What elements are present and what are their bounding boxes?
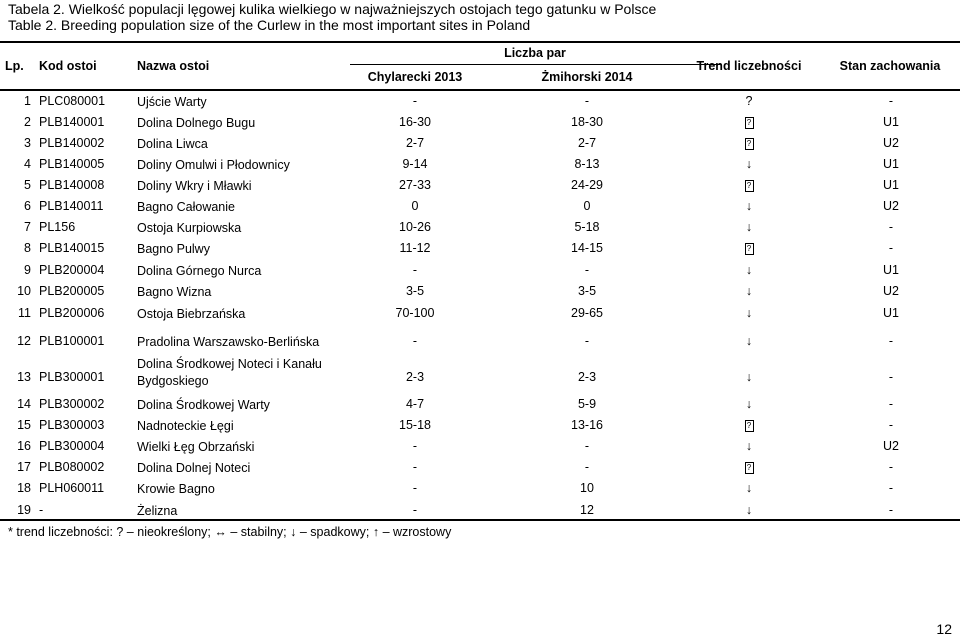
row-stan-zachowania: U2 — [883, 284, 899, 298]
row-zmihorski: 3-5 — [577, 284, 597, 298]
up-arrow-icon: ↑ — [372, 525, 380, 539]
row-stan-zachowania: - — [888, 241, 894, 255]
row-chylarecki: 4-7 — [405, 397, 425, 411]
row-lp: 4 — [24, 157, 31, 171]
trend-missing-glyph-icon: ? — [734, 460, 764, 474]
row-kod-ostoi: PL156 — [39, 220, 76, 234]
trend-down-arrow-icon: ↓ — [745, 306, 753, 320]
row-kod-ostoi: PLB300001 — [39, 370, 105, 384]
row-kod-ostoi: PLB300002 — [39, 397, 105, 411]
trend-down-arrow-icon: ↓ — [745, 284, 753, 298]
row-stan-zachowania: - — [888, 370, 894, 384]
row-chylarecki: - — [412, 460, 418, 474]
row-nazwa-ostoi: Bagno Pulwy — [137, 242, 210, 256]
trend-missing-glyph-icon: ? — [734, 115, 764, 129]
row-lp: 11 — [18, 306, 31, 320]
row-stan-zachowania: - — [888, 503, 894, 517]
row-kod-ostoi: PLB300003 — [39, 418, 105, 432]
row-chylarecki: - — [412, 94, 418, 108]
row-kod-ostoi: PLB140001 — [39, 115, 105, 129]
row-stan-zachowania: - — [888, 481, 894, 495]
row-kod-ostoi: PLB140015 — [39, 241, 105, 255]
table-top-rule — [0, 41, 960, 43]
trend-missing-glyph-icon: ? — [734, 136, 764, 150]
header-stan-zachowania: Stan zachowania — [839, 59, 941, 73]
row-chylarecki: 2-3 — [405, 370, 425, 384]
row-nazwa-ostoi: Żelizna — [137, 504, 178, 518]
row-chylarecki: - — [412, 481, 418, 495]
row-zmihorski: 0 — [583, 199, 591, 213]
row-zmihorski: - — [584, 334, 590, 348]
row-chylarecki: 11-12 — [399, 241, 431, 255]
row-lp: 12 — [17, 334, 31, 348]
row-nazwa-ostoi: Ostoja Kurpiowska — [137, 221, 242, 235]
row-lp: 16 — [17, 439, 31, 453]
row-lp: 14 — [17, 397, 31, 411]
row-kod-ostoi: PLB140002 — [39, 136, 105, 150]
table-caption-english: Table 2. Breeding population size of the Curlew in the most important sites in Poland — [8, 17, 531, 33]
row-zmihorski: - — [584, 439, 590, 453]
row-zmihorski: 10 — [580, 481, 594, 495]
row-chylarecki: 10-26 — [399, 220, 431, 234]
row-nazwa-ostoi: Dolina Liwca — [137, 137, 208, 151]
row-stan-zachowania: - — [888, 220, 894, 234]
trend-down-arrow-icon: ↓ — [745, 220, 753, 234]
table-header-rule — [0, 89, 960, 91]
header-kod-ostoi: Kod ostoi — [39, 59, 97, 73]
row-kod-ostoi: PLB140008 — [39, 178, 105, 192]
page-number: 12 — [936, 621, 952, 637]
trend-down-arrow-icon: ↓ — [745, 481, 753, 495]
row-lp: 9 — [24, 263, 31, 277]
row-lp: 5 — [24, 178, 31, 192]
row-zmihorski: 12 — [580, 503, 594, 517]
trend-down-arrow-icon: ↓ — [745, 199, 753, 213]
row-stan-zachowania: U2 — [883, 199, 899, 213]
row-kod-ostoi: PLB200006 — [39, 306, 105, 320]
row-zmihorski: 8-13 — [574, 157, 600, 171]
row-zmihorski: 18-30 — [571, 115, 603, 129]
footnote-down: – spadkowy; — [299, 525, 370, 539]
header-liczba-par: Liczba par — [504, 46, 566, 60]
row-nazwa-ostoi: Dolina Dolnej Noteci — [137, 461, 251, 475]
row-nazwa-ostoi: Ujście Warty — [137, 95, 207, 109]
row-chylarecki: 3-5 — [405, 284, 425, 298]
row-stan-zachowania: - — [888, 397, 894, 411]
row-nazwa-ostoi: Krowie Bagno — [137, 482, 215, 496]
row-chylarecki: 0 — [411, 199, 419, 213]
row-kod-ostoi: PLB200005 — [39, 284, 105, 298]
row-zmihorski: 24-29 — [571, 178, 603, 192]
row-chylarecki: 27-33 — [399, 178, 431, 192]
footnote-stable: – stabilny; — [230, 525, 287, 539]
header-zmihorski-2014: Żmihorski 2014 — [541, 70, 633, 84]
row-stan-zachowania: - — [888, 94, 894, 108]
row-chylarecki: - — [412, 263, 418, 277]
row-kod-ostoi: - — [39, 503, 44, 517]
header-nazwa-ostoi: Nazwa ostoi — [137, 59, 210, 73]
trend-down-arrow-icon: ↓ — [745, 157, 753, 171]
row-lp: 3 — [24, 136, 31, 150]
row-zmihorski: 2-7 — [577, 136, 597, 150]
trend-unknown-icon: ? — [745, 94, 753, 108]
table-footnote — [8, 525, 451, 539]
row-kod-ostoi: PLB100001 — [39, 334, 105, 348]
row-chylarecki: 9-14 — [402, 157, 428, 171]
row-lp: 18 — [17, 481, 31, 495]
row-lp: 10 — [17, 284, 31, 298]
row-lp: 15 — [17, 418, 31, 432]
liczba-par-rule — [350, 64, 720, 65]
row-nazwa-ostoi: Ostoja Biebrzańska — [137, 307, 246, 321]
row-nazwa-ostoi: Bagno Całowanie — [137, 200, 235, 214]
row-lp: 7 — [24, 220, 31, 234]
stable-arrow-icon: ↔ — [214, 525, 227, 539]
trend-down-arrow-icon: ↓ — [745, 334, 753, 348]
row-kod-ostoi: PLB300004 — [39, 439, 105, 453]
row-lp: 13 — [17, 370, 31, 384]
row-kod-ostoi: PLH060011 — [39, 481, 105, 495]
row-zmihorski: - — [584, 94, 590, 108]
row-chylarecki: - — [412, 334, 418, 348]
row-lp: 6 — [24, 199, 31, 213]
row-chylarecki: 15-18 — [399, 418, 431, 432]
row-stan-zachowania: U1 — [883, 115, 899, 129]
row-stan-zachowania: - — [888, 334, 894, 348]
trend-down-arrow-icon: ↓ — [745, 439, 753, 453]
row-lp: 17 — [17, 460, 31, 474]
row-stan-zachowania: U1 — [883, 157, 899, 171]
row-zmihorski: 2-3 — [577, 370, 597, 384]
row-nazwa-ostoi: Dolina Górnego Nurca — [137, 264, 262, 278]
header-lp: Lp. — [5, 59, 24, 73]
row-zmihorski: - — [584, 263, 590, 277]
trend-down-arrow-icon: ↓ — [745, 263, 753, 277]
row-stan-zachowania: U2 — [883, 439, 899, 453]
row-zmihorski: 14-15 — [571, 241, 603, 255]
row-stan-zachowania: U1 — [883, 263, 899, 277]
header-trend: Trend liczebności — [696, 59, 802, 73]
row-chylarecki: - — [412, 439, 418, 453]
row-nazwa-ostoi: Dolina Środkowej Noteci i Kanału Bydgoskiego — [137, 357, 322, 388]
trend-down-arrow-icon: ↓ — [745, 397, 753, 411]
header-chylarecki-2013: Chylarecki 2013 — [367, 70, 463, 84]
row-kod-ostoi: PLC080001 — [39, 94, 106, 108]
footnote-up: – wzrostowy — [382, 525, 452, 539]
trend-down-arrow-icon: ↓ — [745, 370, 753, 384]
row-nazwa-ostoi: Bagno Wizna — [137, 285, 212, 299]
row-stan-zachowania: - — [888, 460, 894, 474]
row-kod-ostoi: PLB200004 — [39, 263, 105, 277]
row-nazwa-ostoi: Dolina Środkowej Warty — [137, 398, 270, 412]
row-kod-ostoi: PLB140005 — [39, 157, 105, 171]
row-kod-ostoi: PLB140011 — [39, 199, 104, 213]
row-zmihorski: 5-9 — [577, 397, 597, 411]
row-chylarecki: - — [412, 503, 418, 517]
row-zmihorski: 13-16 — [571, 418, 603, 432]
row-zmihorski: 5-18 — [574, 220, 600, 234]
row-zmihorski: - — [584, 460, 590, 474]
row-nazwa-ostoi: Pradolina Warszawsko-Berlińska — [137, 335, 320, 349]
row-stan-zachowania: U2 — [883, 136, 899, 150]
row-nazwa-ostoi: Nadnoteckie Łęgi — [137, 419, 234, 433]
table-caption-polish: Tabela 2. Wielkość populacji lęgowej kulika wielkiego w najważniejszych ostojach tego gatunku w Polsce — [8, 1, 657, 17]
footnote-prefix: * trend liczebności: ? – nieokreślony; — [8, 525, 211, 539]
row-lp: 8 — [24, 241, 31, 255]
down-arrow-icon: ↓ — [290, 525, 297, 539]
row-nazwa-ostoi: Wielki Łęg Obrzański — [137, 440, 255, 454]
row-chylarecki: 16-30 — [399, 115, 431, 129]
row-nazwa-ostoi: Dolina Dolnego Bugu — [137, 116, 256, 130]
row-nazwa-ostoi: Doliny Wkry i Mławki — [137, 179, 252, 193]
row-chylarecki: 2-7 — [405, 136, 425, 150]
trend-missing-glyph-icon: ? — [734, 178, 764, 192]
row-nazwa-ostoi: Doliny Omulwi i Płodownicy — [137, 158, 290, 172]
row-zmihorski: 29-65 — [571, 306, 603, 320]
row-kod-ostoi: PLB080002 — [39, 460, 105, 474]
trend-missing-glyph-icon: ? — [734, 241, 764, 255]
row-lp: 1 — [24, 94, 31, 108]
trend-missing-glyph-icon: ? — [734, 418, 764, 432]
row-stan-zachowania: - — [888, 418, 894, 432]
row-stan-zachowania: U1 — [883, 306, 899, 320]
trend-down-arrow-icon: ↓ — [745, 503, 753, 517]
row-stan-zachowania: U1 — [883, 178, 899, 192]
row-lp: 2 — [24, 115, 31, 129]
row-lp: 19 — [17, 503, 31, 517]
row-chylarecki: 70-100 — [395, 306, 435, 320]
